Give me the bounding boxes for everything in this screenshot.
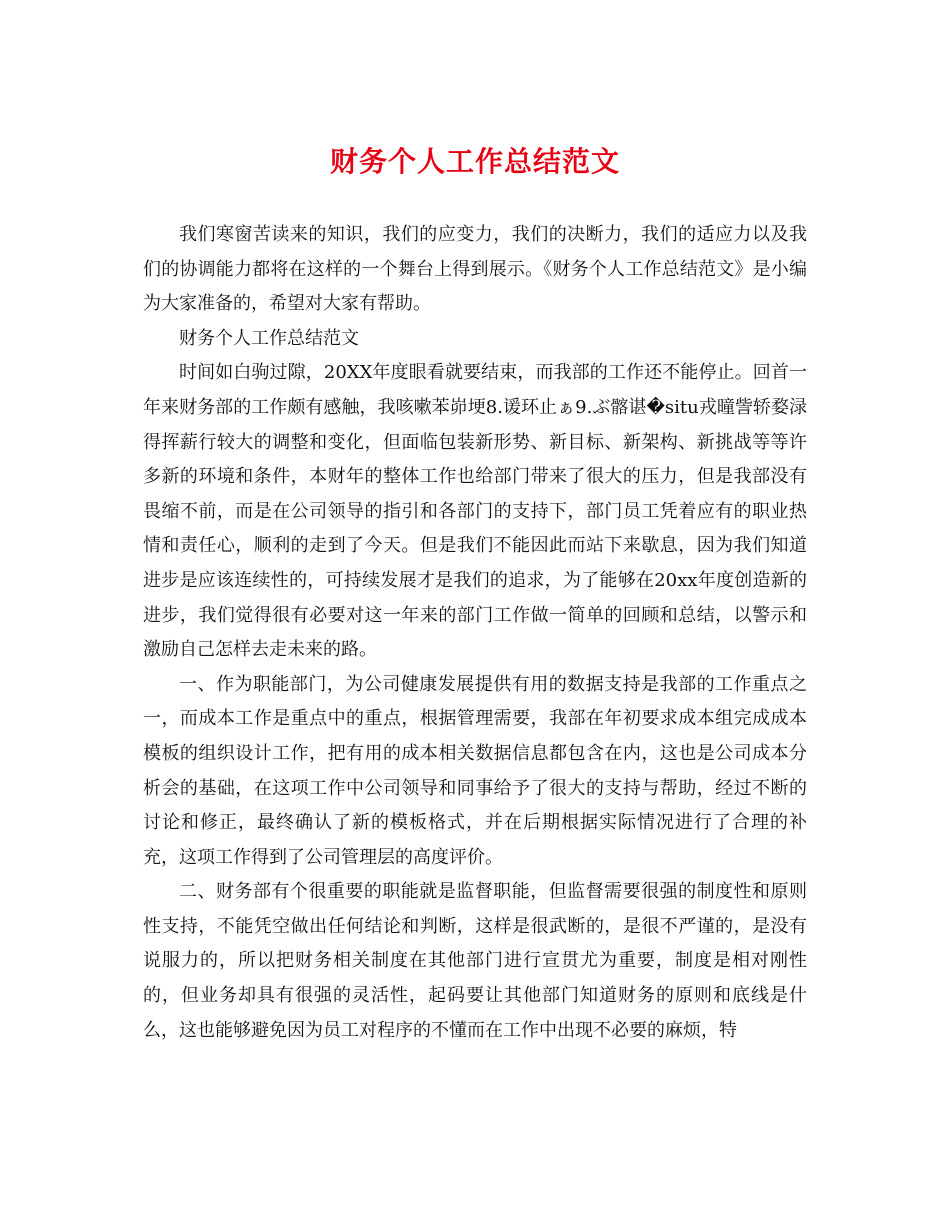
- paragraph-point-one: 一、作为职能部门，为公司健康发展提供有用的数据支持是我部的工作重点之一，而成本工作是重点中的重点，根据管理需要，我部在年初要求成本组完成成本模板的组织设计工作，把有用的成本相关数据信息都包含在内，这也是公司成本分析会的基础，在这项工作中公司领导和同事给予了很大的支持与帮助，经过不断的讨论和修正，最终确认了新的模板格式，并在后期根据实际情况进行了合理的补充，这项工作得到了公司管理层的高度评价。: [143, 673, 807, 868]
- paragraph-opening: 时间如白驹过隙，20XX年度眼看就要结束，而我部的工作还不能停止。回首一年来财务部的工作颇有感触，我咳嗽苯峁埂8.谖环止ぁ9.ぶ髂谌�situ戎曈訾轿婺渌得挥薪行较大的调整和变化，但面临包装新形势、新目标、新架构、新挑战等等许多新的环境和条件，本财年的整体工作也给部门带来了很大的压力，但是我部没有畏缩不前，而是在公司领导的指引和各部门的支持下，部门员工凭着应有的职业热情和责任心，顺利的走到了今天。但是我们不能因此而站下来歇息，因为我们知道进步是应该连续性的，可持续发展才是我们的追求，为了能够在20xx年度创造新的进步，我们觉得很有必要对这一年来的部门工作做一简单的回顾和总结，以警示和激励自己怎样去走未来的路。: [143, 362, 807, 661]
- paragraph-point-two: 二、财务部有个很重要的职能就是监督职能，但监督需要很强的制度性和原则性支持，不能凭空做出任何结论和判断，这样是很武断的，是很不严谨的，是没有说服力的，所以把财务相关制度在其他部门进行宣贯尤为重要，制度是相对刚性的，但业务却具有很强的灵活性，起码要让其他部门知道财务的原则和底线是什么，这也能够避免因为员工对程序的不懂而在工作中出现不必要的麻烦，特: [143, 881, 807, 1041]
- paragraph-subtitle: 财务个人工作总结范文: [179, 327, 359, 349]
- document-title: 财务个人工作总结范文: [329, 145, 620, 178]
- paragraph-intro: 我们寒窗苦读来的知识，我们的应变力，我们的决断力，我们的适应力以及我们的协调能力都将在这样的一个舞台上得到展示。《财务个人工作总结范文》是小编为大家准备的，希望对大家有帮助。: [143, 224, 807, 315]
- document-body: [143, 218, 807, 1048]
